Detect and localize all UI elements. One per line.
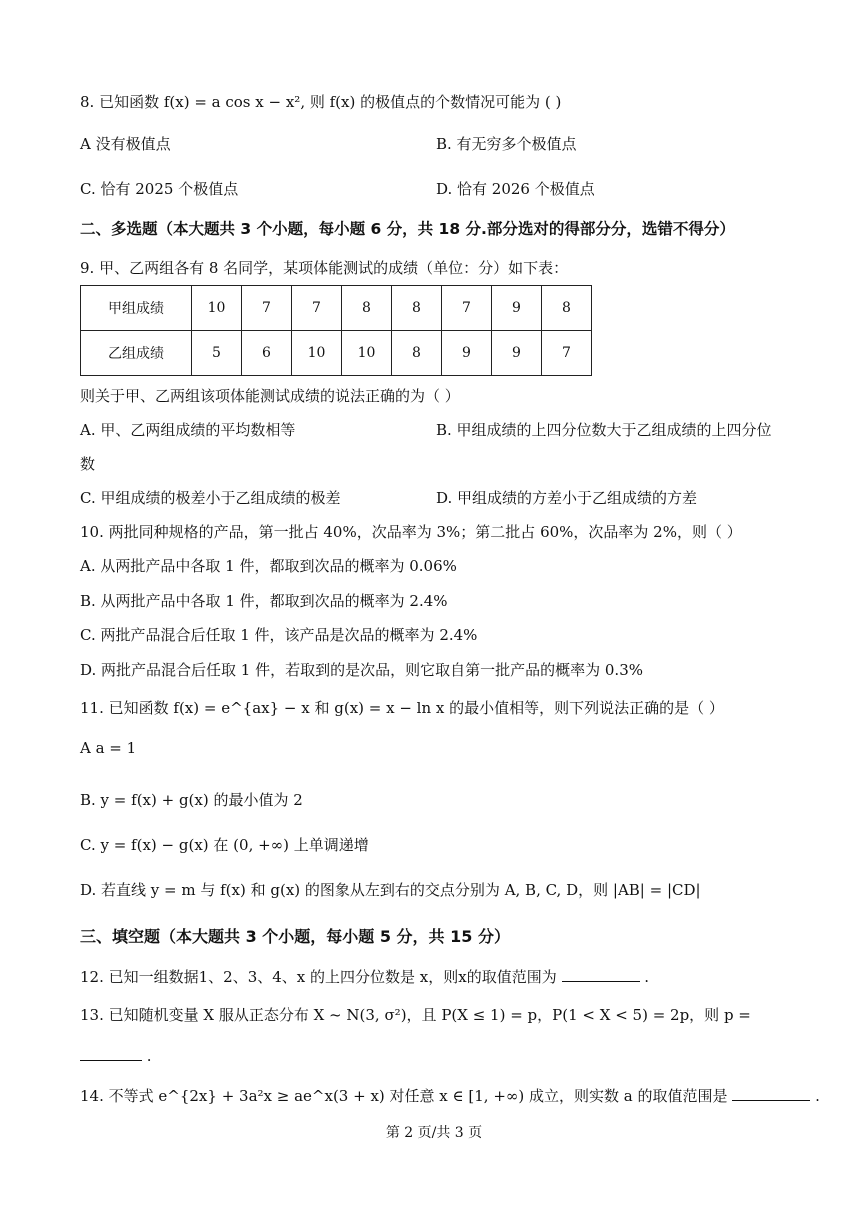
q14-text: 14. 不等式 e^{2x} + 3a²x ≥ ae^x(3 + x) 对任意 x ∈ [1, +∞) 成立，则实数 a 的取值范围是 <box>80 1087 728 1105</box>
q12-text: 12. 已知一组数据1、2、3、4、x 的上四分位数是 x，则x的取值范围为 <box>80 968 557 986</box>
table-row <box>81 286 592 331</box>
table-cell: 8 <box>392 331 442 376</box>
table-cell: 7 <box>242 286 292 331</box>
q9-stem: 9. 甲、乙两组各有 8 名同学，某项体能测试的成绩（单位：分）如下表： <box>80 259 569 277</box>
q9-option-b-continued: 数 <box>80 455 96 473</box>
q8-option-c: C. 恰有 2025 个极值点 <box>80 180 239 198</box>
q14-answer-blank[interactable] <box>732 1086 810 1101</box>
q8-option-a: A 没有极值点 <box>80 135 171 153</box>
q8-stem: 8. 已知函数 f(x) = a cos x − x², 则 f(x) 的极值点的个数情况可能为 ( ) <box>80 93 562 111</box>
q9-option-a: A. 甲、乙两组成绩的平均数相等 <box>80 421 296 439</box>
table-row <box>81 331 592 376</box>
q13-stem: 13. 已知随机变量 X 服从正态分布 X ~ N(3, σ²)，且 P(X ≤ 1) = p，P(1 < X < 5) = 2p，则 p = <box>80 1006 751 1024</box>
row-label: 乙组成绩 <box>81 331 192 376</box>
table-cell: 8 <box>392 286 442 331</box>
q10-option-d: D. 两批产品混合后任取 1 件，若取到的是次品，则它取自第一批产品的概率为 0.3% <box>80 661 643 679</box>
table-cell: 9 <box>442 331 492 376</box>
table-cell: 8 <box>542 286 592 331</box>
table-cell: 7 <box>542 331 592 376</box>
table-cell: 6 <box>242 331 292 376</box>
q12-answer-blank[interactable] <box>562 967 640 982</box>
page-footer: 第 2 页/共 3 页 <box>385 1125 483 1141</box>
q13-answer-blank[interactable] <box>80 1046 142 1061</box>
table-cell: 8 <box>342 286 392 331</box>
q10-option-a: A. 从两批产品中各取 1 件，都取到次品的概率为 0.06% <box>80 557 457 575</box>
q9-score-table <box>80 285 592 376</box>
q10-option-c: C. 两批产品混合后任取 1 件，该产品是次品的概率为 2.4% <box>80 626 478 644</box>
q10-option-b: B. 从两批产品中各取 1 件，都取到次品的概率为 2.4% <box>80 592 448 610</box>
q14-period: . <box>815 1087 820 1105</box>
row-label: 甲组成绩 <box>81 286 192 331</box>
q12-stem <box>80 967 649 987</box>
table-cell: 10 <box>292 331 342 376</box>
q13-answer-line <box>80 1046 152 1066</box>
table-cell: 9 <box>492 286 542 331</box>
q8-option-b: B. 有无穷多个极值点 <box>436 135 577 153</box>
table-cell: 7 <box>442 286 492 331</box>
q13-period: . <box>146 1047 152 1065</box>
q9-option-c: C. 甲组成绩的极差小于乙组成绩的极差 <box>80 489 341 507</box>
q14-stem <box>80 1086 820 1106</box>
q11-option-d: D. 若直线 y = m 与 f(x) 和 g(x) 的图象从左到右的交点分别为 A, B, C, D，则 |AB| = |CD| <box>80 881 701 899</box>
q9-question: 则关于甲、乙两组该项体能测试成绩的说法正确的为（ ） <box>80 387 460 405</box>
section-2-title: 二、多选题（本大题共 3 个小题，每小题 6 分，共 18 分.部分选对的得部分分，选错不得分） <box>80 220 735 238</box>
section-3-title: 三、填空题（本大题共 3 个小题，每小题 5 分，共 15 分） <box>80 927 510 946</box>
table-cell: 10 <box>342 331 392 376</box>
q9-option-b: B. 甲组成绩的上四分位数大于乙组成绩的上四分位 <box>436 421 772 439</box>
q11-option-c: C. y = f(x) − g(x) 在 (0, +∞) 上单调递增 <box>80 836 369 854</box>
table-cell: 5 <box>192 331 242 376</box>
q12-period: . <box>644 968 650 986</box>
q11-option-a: A a = 1 <box>80 739 137 757</box>
q8-option-d: D. 恰有 2026 个极值点 <box>436 180 595 198</box>
table-cell: 7 <box>292 286 342 331</box>
table-cell: 10 <box>192 286 242 331</box>
q11-stem: 11. 已知函数 f(x) = e^{ax} − x 和 g(x) = x − ln x 的最小值相等，则下列说法正确的是（ ） <box>80 699 724 717</box>
q11-option-b: B. y = f(x) + g(x) 的最小值为 2 <box>80 791 303 809</box>
table-cell: 9 <box>492 331 542 376</box>
q9-option-d: D. 甲组成绩的方差小于乙组成绩的方差 <box>436 489 698 507</box>
q10-stem: 10. 两批同种规格的产品，第一批占 40%，次品率为 3%；第二批占 60%，次品率为 2%，则（ ） <box>80 523 742 541</box>
